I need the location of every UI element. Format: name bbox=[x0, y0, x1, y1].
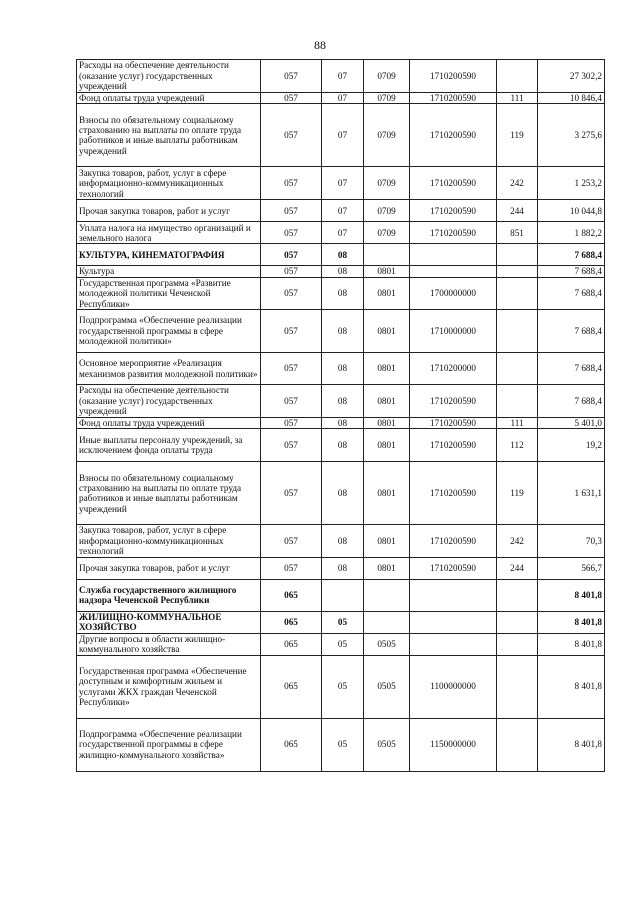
table-row bbox=[77, 718, 605, 771]
amount-cell: 70,3 bbox=[538, 525, 605, 557]
item-name-cell: Закупка товаров, работ, услуг в сфере информационно-коммуникационных технологий bbox=[77, 167, 261, 200]
expense-type-code-cell: 119 bbox=[497, 462, 538, 525]
target-article-code-cell: 1710200590 bbox=[410, 385, 497, 418]
amount-cell: 7 688,4 bbox=[538, 244, 605, 266]
target-article-code-cell bbox=[410, 244, 497, 266]
expense-type-code-cell bbox=[497, 385, 538, 418]
item-name-cell: Закупка товаров, работ, услуг в сфере информационно-коммуникационных технологий bbox=[77, 525, 261, 557]
subsection-code-cell: 0801 bbox=[364, 385, 410, 418]
table-row bbox=[77, 222, 605, 244]
expense-type-code-cell: 244 bbox=[497, 557, 538, 579]
target-article-code-cell: 1150000000 bbox=[410, 718, 497, 771]
amount-cell: 1 631,1 bbox=[538, 462, 605, 525]
amount-cell: 10 846,4 bbox=[538, 93, 605, 104]
table-row bbox=[77, 310, 605, 353]
table-row bbox=[77, 104, 605, 167]
item-name-cell: Иные выплаты персоналу учреждений, за исключением фонда оплаты труда bbox=[77, 429, 261, 462]
department-code-cell: 065 bbox=[261, 579, 322, 611]
amount-cell: 7 688,4 bbox=[538, 385, 605, 418]
section-code-cell: 08 bbox=[322, 525, 364, 557]
department-code-cell: 057 bbox=[261, 462, 322, 525]
expense-type-code-cell bbox=[497, 579, 538, 611]
subsection-code-cell: 0801 bbox=[364, 525, 410, 557]
department-code-cell: 057 bbox=[261, 222, 322, 244]
table-row bbox=[77, 418, 605, 429]
department-code-cell: 065 bbox=[261, 655, 322, 718]
subsection-code-cell: 0801 bbox=[364, 557, 410, 579]
subsection-code-cell: 0709 bbox=[364, 167, 410, 200]
table-row bbox=[77, 353, 605, 385]
target-article-code-cell: 1710200590 bbox=[410, 557, 497, 579]
target-article-code-cell: 1710200590 bbox=[410, 200, 497, 222]
section-code-cell: 08 bbox=[322, 462, 364, 525]
subsection-code-cell: 0801 bbox=[364, 277, 410, 309]
item-name-cell: Другие вопросы в области жилищно-коммунального хозяйства bbox=[77, 633, 261, 655]
expense-type-code-cell: 242 bbox=[497, 167, 538, 200]
target-article-code-cell: 1710200590 bbox=[410, 525, 497, 557]
amount-cell: 27 302,2 bbox=[538, 60, 605, 93]
table-row bbox=[77, 579, 605, 611]
section-code-cell: 05 bbox=[322, 633, 364, 655]
expense-type-code-cell bbox=[497, 266, 538, 277]
section-code-cell: 08 bbox=[322, 353, 364, 385]
item-name-cell: Подпрограмма «Обеспечение реализации государственной программы в сфере жилищно-коммунального хозяйства» bbox=[77, 718, 261, 771]
item-name-cell: Прочая закупка товаров, работ и услуг bbox=[77, 200, 261, 222]
amount-cell: 7 688,4 bbox=[538, 277, 605, 309]
item-name-cell: Уплата налога на имущество организаций и земельного налога bbox=[77, 222, 261, 244]
amount-cell: 8 401,8 bbox=[538, 655, 605, 718]
amount-cell: 7 688,4 bbox=[538, 266, 605, 277]
target-article-code-cell: 1700000000 bbox=[410, 277, 497, 309]
section-code-cell: 08 bbox=[322, 385, 364, 418]
section-code-cell: 08 bbox=[322, 277, 364, 309]
amount-cell: 10 044,8 bbox=[538, 200, 605, 222]
department-code-cell: 057 bbox=[261, 93, 322, 104]
section-code-cell: 08 bbox=[322, 418, 364, 429]
table-row bbox=[77, 462, 605, 525]
section-code-cell: 07 bbox=[322, 200, 364, 222]
section-code-cell: 08 bbox=[322, 429, 364, 462]
item-name-cell: ЖИЛИЩНО-КОММУНАЛЬНОЕ ХОЗЯЙСТВО bbox=[77, 611, 261, 633]
subsection-code-cell: 0709 bbox=[364, 93, 410, 104]
section-code-cell: 08 bbox=[322, 244, 364, 266]
table-row bbox=[77, 244, 605, 266]
target-article-code-cell: 1710200590 bbox=[410, 222, 497, 244]
amount-cell: 8 401,8 bbox=[538, 579, 605, 611]
item-name-cell: КУЛЬТУРА, КИНЕМАТОГРАФИЯ bbox=[77, 244, 261, 266]
amount-cell: 7 688,4 bbox=[538, 310, 605, 353]
item-name-cell: Подпрограмма «Обеспечение реализации государственной программы в сфере молодежной политики» bbox=[77, 310, 261, 353]
section-code-cell: 05 bbox=[322, 718, 364, 771]
expense-type-code-cell bbox=[497, 718, 538, 771]
expense-type-code-cell bbox=[497, 244, 538, 266]
department-code-cell: 057 bbox=[261, 266, 322, 277]
amount-cell: 566,7 bbox=[538, 557, 605, 579]
item-name-cell: Взносы по обязательному социальному страхованию на выплаты по оплате труда работников и иные выплаты работникам учреждений bbox=[77, 462, 261, 525]
department-code-cell: 057 bbox=[261, 525, 322, 557]
amount-cell: 3 275,6 bbox=[538, 104, 605, 167]
table-row bbox=[77, 60, 605, 93]
expense-type-code-cell: 111 bbox=[497, 93, 538, 104]
target-article-code-cell: 1710200590 bbox=[410, 104, 497, 167]
target-article-code-cell: 1100000000 bbox=[410, 655, 497, 718]
section-code-cell: 08 bbox=[322, 266, 364, 277]
expense-type-code-cell: 851 bbox=[497, 222, 538, 244]
department-code-cell: 057 bbox=[261, 200, 322, 222]
section-code-cell: 08 bbox=[322, 310, 364, 353]
expense-type-code-cell bbox=[497, 310, 538, 353]
section-code-cell: 05 bbox=[322, 611, 364, 633]
table-row bbox=[77, 557, 605, 579]
table-row bbox=[77, 525, 605, 557]
item-name-cell: Расходы на обеспечение деятельности (оказание услуг) государственных учреждений bbox=[77, 60, 261, 93]
expense-type-code-cell bbox=[497, 611, 538, 633]
subsection-code-cell: 0505 bbox=[364, 633, 410, 655]
item-name-cell: Государственная программа «Развитие молодежной политики Чеченской Республики» bbox=[77, 277, 261, 309]
subsection-code-cell: 0709 bbox=[364, 104, 410, 167]
table-row bbox=[77, 266, 605, 277]
department-code-cell: 057 bbox=[261, 244, 322, 266]
subsection-code-cell bbox=[364, 611, 410, 633]
target-article-code-cell bbox=[410, 633, 497, 655]
department-code-cell: 057 bbox=[261, 557, 322, 579]
table-row bbox=[77, 429, 605, 462]
subsection-code-cell: 0801 bbox=[364, 310, 410, 353]
item-name-cell: Служба государственного жилищного надзора Чеченской Республики bbox=[77, 579, 261, 611]
amount-cell: 1 882,2 bbox=[538, 222, 605, 244]
department-code-cell: 057 bbox=[261, 418, 322, 429]
section-code-cell: 07 bbox=[322, 60, 364, 93]
item-name-cell: Основное мероприятие «Реализация механизмов развития молодежной политики» bbox=[77, 353, 261, 385]
item-name-cell: Взносы по обязательному социальному страхованию на выплаты по оплате труда работников и иные выплаты работникам учреждений bbox=[77, 104, 261, 167]
section-code-cell: 07 bbox=[322, 167, 364, 200]
subsection-code-cell: 0709 bbox=[364, 222, 410, 244]
amount-cell: 8 401,8 bbox=[538, 633, 605, 655]
amount-cell: 8 401,8 bbox=[538, 718, 605, 771]
amount-cell: 5 401,0 bbox=[538, 418, 605, 429]
department-code-cell: 065 bbox=[261, 633, 322, 655]
page-number: 88 bbox=[314, 38, 326, 52]
subsection-code-cell: 0801 bbox=[364, 418, 410, 429]
department-code-cell: 065 bbox=[261, 718, 322, 771]
expense-type-code-cell bbox=[497, 655, 538, 718]
department-code-cell: 057 bbox=[261, 60, 322, 93]
target-article-code-cell bbox=[410, 579, 497, 611]
target-article-code-cell: 1710200590 bbox=[410, 429, 497, 462]
expense-type-code-cell: 244 bbox=[497, 200, 538, 222]
amount-cell: 7 688,4 bbox=[538, 353, 605, 385]
department-code-cell: 057 bbox=[261, 277, 322, 309]
subsection-code-cell: 0709 bbox=[364, 60, 410, 93]
section-code-cell bbox=[322, 579, 364, 611]
item-name-cell: Государственная программа «Обеспечение доступным и комфортным жильем и услугами ЖКХ граждан Чеченской Республики» bbox=[77, 655, 261, 718]
target-article-code-cell: 1710200590 bbox=[410, 93, 497, 104]
item-name-cell: Фонд оплаты труда учреждений bbox=[77, 93, 261, 104]
table-row bbox=[77, 167, 605, 200]
amount-cell: 1 253,2 bbox=[538, 167, 605, 200]
amount-cell: 8 401,8 bbox=[538, 611, 605, 633]
department-code-cell: 057 bbox=[261, 353, 322, 385]
target-article-code-cell: 1710200590 bbox=[410, 60, 497, 93]
target-article-code-cell: 1710000000 bbox=[410, 310, 497, 353]
department-code-cell: 057 bbox=[261, 310, 322, 353]
section-code-cell: 08 bbox=[322, 557, 364, 579]
table-row bbox=[77, 633, 605, 655]
section-code-cell: 07 bbox=[322, 104, 364, 167]
budget-table bbox=[76, 59, 605, 772]
target-article-code-cell bbox=[410, 266, 497, 277]
subsection-code-cell bbox=[364, 579, 410, 611]
department-code-cell: 057 bbox=[261, 385, 322, 418]
budget-table-body bbox=[77, 60, 605, 772]
target-article-code-cell: 1710200000 bbox=[410, 353, 497, 385]
target-article-code-cell: 1710200590 bbox=[410, 462, 497, 525]
item-name-cell: Культура bbox=[77, 266, 261, 277]
subsection-code-cell: 0505 bbox=[364, 655, 410, 718]
expense-type-code-cell bbox=[497, 633, 538, 655]
section-code-cell: 07 bbox=[322, 222, 364, 244]
department-code-cell: 057 bbox=[261, 429, 322, 462]
item-name-cell: Фонд оплаты труда учреждений bbox=[77, 418, 261, 429]
subsection-code-cell: 0801 bbox=[364, 462, 410, 525]
amount-cell: 19,2 bbox=[538, 429, 605, 462]
expense-type-code-cell bbox=[497, 60, 538, 93]
expense-type-code-cell bbox=[497, 353, 538, 385]
department-code-cell: 065 bbox=[261, 611, 322, 633]
expense-type-code-cell: 119 bbox=[497, 104, 538, 167]
expense-type-code-cell: 111 bbox=[497, 418, 538, 429]
subsection-code-cell: 0709 bbox=[364, 200, 410, 222]
table-row bbox=[77, 655, 605, 718]
department-code-cell: 057 bbox=[261, 104, 322, 167]
table-row bbox=[77, 200, 605, 222]
expense-type-code-cell bbox=[497, 277, 538, 309]
section-code-cell: 05 bbox=[322, 655, 364, 718]
section-code-cell: 07 bbox=[322, 93, 364, 104]
target-article-code-cell: 1710200590 bbox=[410, 418, 497, 429]
subsection-code-cell bbox=[364, 244, 410, 266]
item-name-cell: Расходы на обеспечение деятельности (оказание услуг) государственных учреждений bbox=[77, 385, 261, 418]
department-code-cell: 057 bbox=[261, 167, 322, 200]
item-name-cell: Прочая закупка товаров, работ и услуг bbox=[77, 557, 261, 579]
table-row bbox=[77, 385, 605, 418]
subsection-code-cell: 0505 bbox=[364, 718, 410, 771]
target-article-code-cell bbox=[410, 611, 497, 633]
table-row bbox=[77, 611, 605, 633]
subsection-code-cell: 0801 bbox=[364, 266, 410, 277]
table-row bbox=[77, 277, 605, 309]
expense-type-code-cell: 242 bbox=[497, 525, 538, 557]
subsection-code-cell: 0801 bbox=[364, 353, 410, 385]
target-article-code-cell: 1710200590 bbox=[410, 167, 497, 200]
expense-type-code-cell: 112 bbox=[497, 429, 538, 462]
subsection-code-cell: 0801 bbox=[364, 429, 410, 462]
table-row bbox=[77, 93, 605, 104]
